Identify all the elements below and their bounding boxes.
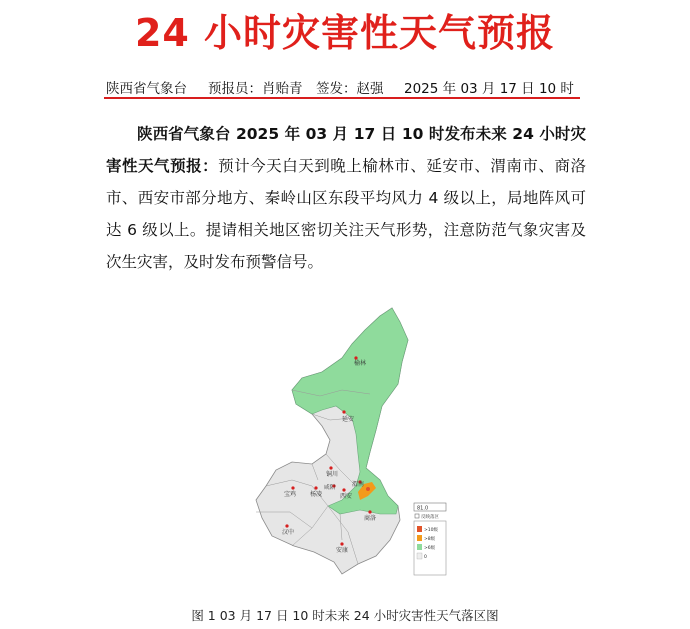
map-legend (414, 503, 446, 575)
info-line (106, 77, 578, 97)
header-divider (104, 97, 580, 99)
forecaster-name: 预报员：肖贻青 (208, 81, 303, 97)
city-label-ankang: 安康 (336, 547, 349, 554)
city-label-xianyang: 咸阳 (324, 485, 336, 491)
legend-label-6: >6级 (424, 546, 436, 551)
figure-caption: 图 1 03 月 17 日 10 时未来 24 小时灾害性天气落区图 (191, 608, 499, 623)
city-label-tongchuan: 铜川 (326, 471, 339, 478)
legend-swatch-0 (417, 553, 422, 559)
agency-name: 陕西省气象台 (106, 81, 187, 97)
city-label-baoji: 宝鸡 (284, 491, 297, 498)
legend-swatch-8 (417, 535, 422, 541)
hazard-map (230, 300, 470, 580)
forecast-paragraph (106, 118, 586, 278)
city-label-xian: 西安 (340, 493, 353, 500)
legend-label-10: >10级 (424, 528, 438, 533)
legend-checkbox[interactable] (415, 514, 419, 518)
city-label-yangling: 杨凌 (310, 491, 323, 498)
document-title: 24 小时灾害性天气预报 (134, 11, 556, 55)
forecast-lead: 陕西省气象台 2025 年 03 月 17 日 10 时发布未来 24 小时灾害性天气预报： (106, 125, 586, 175)
zone-level10 (366, 487, 370, 491)
city-label-weinan: 渭南 (352, 481, 365, 488)
legend-swatch-10 (417, 526, 422, 532)
city-label-yulin: 榆林 (354, 360, 367, 367)
legend-label-0: 0 (424, 555, 427, 560)
city-label-yanan: 延安 (342, 416, 355, 423)
issuer-name: 签发：赵强 (316, 81, 384, 97)
issue-datetime: 2025 年 03 月 17 日 10 时 (404, 81, 574, 97)
legend-checkbox-label: 反映落区 (421, 515, 439, 520)
legend-select-value: 81.0 (417, 505, 429, 512)
legend-label-8: >8级 (424, 537, 436, 542)
forecast-text: 预计今天白天到晚上榆林市、延安市、渭南市、商洛市、西安市部分地方、秦岭山区东段平均风力 4 级以上，局地阵风可达 6 级以上。提请相关地区密切关注天气形势，注意防范气象灾害及次生灾害，及时发布预警信号。 (106, 157, 586, 271)
city-label-hanzhong: 汉中 (282, 529, 295, 536)
city-label-shangluo: 商洛 (364, 515, 377, 522)
legend-swatch-6 (417, 544, 422, 550)
